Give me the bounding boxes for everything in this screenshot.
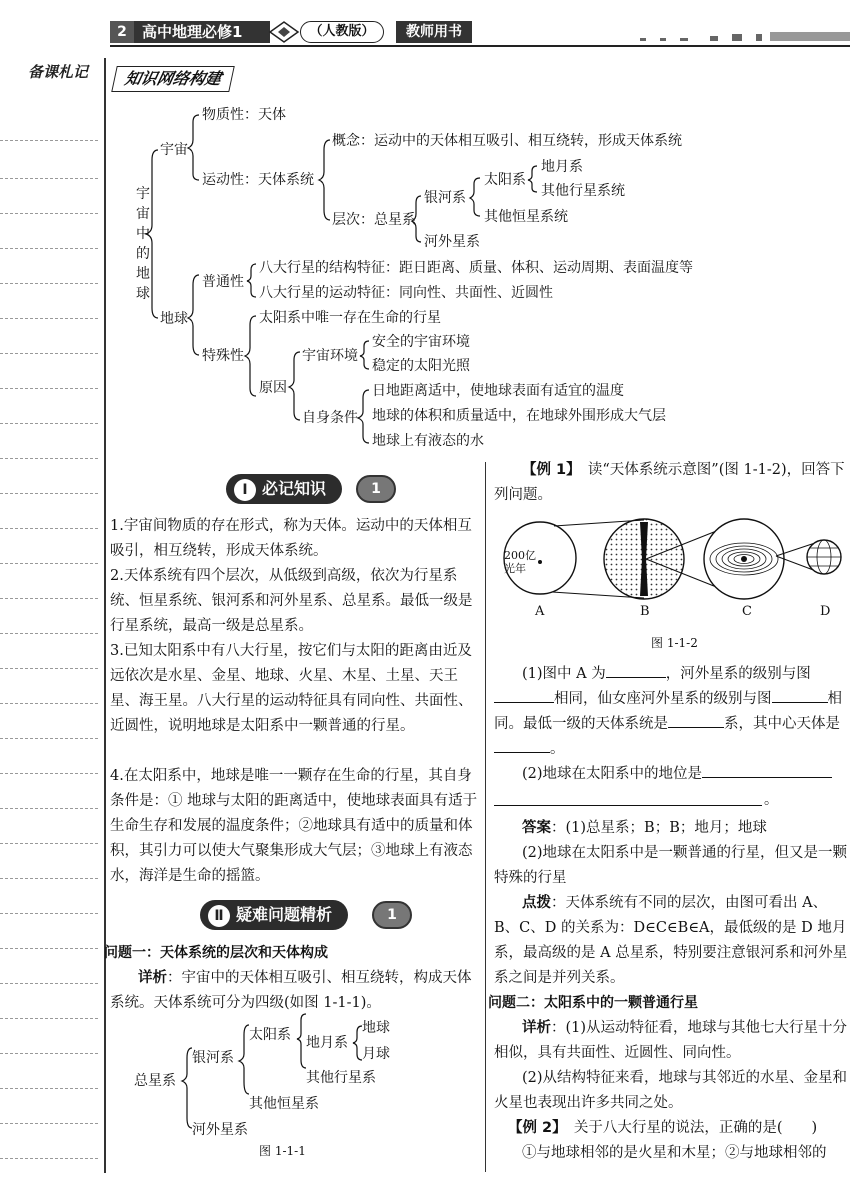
diagram-letter-b: B <box>640 604 650 619</box>
knowledge-item-3: 3.已知太阳系中有八大行星，按它们与太阳的距离由近及远依次是水星、金星、地球、火星、木星、土星、天王星、海王星。八大行星的运动特征具有同向性、共面性、近圆性，说明地球是太阳系中一颗普通的行星。 <box>110 643 473 734</box>
network-universe: 宇宙 <box>160 142 188 158</box>
answer-blank <box>494 687 554 703</box>
q1-part-a: (1)图中 A 为 <box>522 666 606 682</box>
answer-blank <box>606 662 666 678</box>
diagram-letter-d: D <box>820 604 831 619</box>
problem-2-body: ：(1)从运动特征看，地球与其他七大行星十分相似，具有共面性、近圆性、同向性。 <box>494 1020 848 1061</box>
book-title: 高中地理必修1 <box>134 21 270 43</box>
fig1-other-planets: 其他行星系 <box>306 1070 376 1086</box>
answer-blank <box>668 712 724 728</box>
column-divider <box>485 462 486 1172</box>
network-material: 物质性：天体 <box>202 107 286 123</box>
fig1-extragalactic: 河外星系 <box>192 1122 248 1138</box>
diagram-distance-label: 200亿光年 <box>504 549 536 575</box>
answer-label: 答案 <box>522 820 551 836</box>
fig1-solar: 太阳系 <box>249 1027 291 1043</box>
network-solar-system: 太阳系 <box>484 172 526 188</box>
network-safe-env: 安全的宇宙环境 <box>372 334 470 350</box>
network-earth-moon: 地月系 <box>541 159 583 175</box>
network-distance: 日地距离适中，使地球表面有适宜的温度 <box>372 383 624 399</box>
network-title: 知识网络构建 <box>111 66 235 92</box>
example-2 <box>494 1116 850 1141</box>
q2-end: 。 <box>764 792 778 808</box>
fig1-earth: 地球 <box>362 1020 390 1036</box>
problem-1-title: 问题一：天体系统的层次和天体构成 <box>104 945 328 961</box>
network-other-planets: 其他行星系统 <box>541 183 625 199</box>
example-1-question-1 <box>494 662 850 762</box>
diagram-letter-c: C <box>742 604 752 619</box>
answer-text-1: ：(1)总星系；B；B；地月；地球 <box>551 820 767 836</box>
network-cosmic-env: 宇宙环境 <box>302 348 358 364</box>
section-2-title: 疑难问题精析 <box>236 905 333 924</box>
section-1-title: 必记知识 <box>262 479 327 498</box>
teacher-label: 教师用书 <box>396 21 472 43</box>
example-2-label: 【例 2】 <box>508 1120 560 1136</box>
margin-note: 备课札记 <box>28 63 89 81</box>
example-1-question-2 <box>494 762 850 787</box>
tip-text: ：天体系统有不同的层次，由图可看出 A、B、C、D 的关系为：D∈C∈B∈A，最低级的是 D 地月系，最高级的是 A 总星系，特别要注意银河系和河外星系之间是并列关系。 <box>494 895 848 986</box>
network-water: 地球上有液态的水 <box>372 433 484 449</box>
problem-2-label: 详析 <box>522 1020 551 1036</box>
fig1-moon: 月球 <box>362 1046 390 1062</box>
example-1-tip <box>494 891 850 991</box>
network-stable-light: 稳定的太阳光照 <box>372 358 470 374</box>
globe-icon <box>807 540 841 574</box>
answer-blank <box>494 737 550 753</box>
example-2-text: 关于八大行星的说法，正确的是( ) <box>573 1120 818 1136</box>
section-1-num: 1 <box>356 475 396 503</box>
network-galaxy: 银河系 <box>424 190 466 206</box>
answer-blank-line <box>494 805 762 806</box>
network-other-stars: 其他恒星系统 <box>484 209 568 225</box>
network-self-cond: 自身条件 <box>302 410 358 426</box>
knowledge-item-1: 1.宇宙间物质的存在形式，称为天体。运动中的天体相互吸引，相互绕转，形成天体系统。 <box>110 518 472 559</box>
q2-text: (2)地球在太阳系中的地位是 <box>522 766 703 782</box>
network-root: 宇宙中的地球 <box>136 186 150 302</box>
q1-part-b: ，河外星系的级别与图 <box>665 666 811 682</box>
q1-part-f: 。 <box>550 741 565 757</box>
knowledge-item-4: 4.在太阳系中，地球是唯一一颗存在生命的行星，其自身条件是：① 地球与太阳的距离适中，使地球表面具有适于生命生存和发展的温度条件；②地球具有适中的质量和体积，其引力可以使大气聚集形成大气层；③地球上有液态水，海洋是生命的摇篮。 <box>110 768 478 884</box>
answer-text-2: (2)地球在太阳系中是一颗普通的行星，但又是一颗特殊的行星 <box>494 845 848 886</box>
problem-1-label: 详析 <box>138 970 167 986</box>
network-extragalactic: 河外星系 <box>424 234 480 250</box>
network-volume-mass: 地球的体积和质量适中，在地球外围形成大气层 <box>372 408 666 424</box>
q1-part-c: 相同，仙女座河外星系的级别与图 <box>554 691 772 707</box>
fig1-other-stars: 其他恒星系 <box>249 1096 319 1112</box>
q1-part-e: 系，其中心天体是 <box>724 716 840 732</box>
problem-2-text-2: (2)从结构特征来看，地球与其邻近的水星、金星和火星也表现出许多共同之处。 <box>494 1070 848 1111</box>
network-commonality: 普通性 <box>202 274 244 290</box>
example-1-answer <box>494 816 850 841</box>
problem-1-body: ：宇宙中的天体相互吸引、相互绕转，构成天体系统。天体系统可分为四级(如图 1-1-1)。 <box>110 970 472 1011</box>
answer-blank <box>702 762 832 778</box>
example-1-intro <box>494 458 850 508</box>
fig1-earth-moon: 地月系 <box>306 1035 348 1051</box>
network-earth: 地球 <box>160 311 188 327</box>
network-reason: 原因 <box>259 380 287 396</box>
example-1-intro-text: 读“天体系统示意图”(图 1-1-2)，回答下列问题。 <box>494 462 845 503</box>
tip-label: 点拨 <box>522 895 551 911</box>
q1-part-d: 相同。最低一级的天体系统是 <box>494 691 842 732</box>
network-specialty: 特殊性 <box>202 348 244 364</box>
fig1-galaxy: 银河系 <box>192 1050 234 1066</box>
example-1-label: 【例 1】 <box>522 462 574 478</box>
fig1-caption: 图 1-1-1 <box>259 1144 306 1158</box>
problem-2-title: 问题二：太阳系中的一颗普通行星 <box>488 995 698 1011</box>
diagram-letter-a: A <box>535 604 545 619</box>
network-concept: 概念：运动中的天体相互吸引、相互绕转，形成天体系统 <box>332 133 682 149</box>
fig2-caption: 图 1-1-2 <box>651 636 698 650</box>
problem-2-text-1 <box>494 1016 850 1066</box>
knowledge-item-2: 2.天体系统有四个层次，从低级到高级，依次为行星系统、恒星系统、银河系和河外星系、总星系。最低一级是行星系统，最高一级是总星系。 <box>110 568 473 634</box>
network-only-life: 太阳系中唯一存在生命的行星 <box>259 310 441 326</box>
page-number: 2 <box>110 21 134 43</box>
network-movement: 八大行星的运动特征：同向性、共面性、近圆性 <box>259 285 553 301</box>
answer-blank <box>772 687 828 703</box>
section-2-roman: Ⅱ <box>208 905 230 927</box>
network-levels: 层次：总星系 <box>332 212 416 228</box>
edition-label: （人教版） <box>300 21 384 43</box>
section-2-num: 1 <box>372 901 412 929</box>
figure-1-1-2 <box>494 512 850 604</box>
fig1-total: 总星系 <box>134 1073 176 1089</box>
network-structure: 八大行星的结构特征：距日距离、质量、体积、运动周期、表面温度等 <box>259 260 693 276</box>
network-motion: 运动性：天体系统 <box>202 172 314 188</box>
section-1-roman: Ⅰ <box>234 479 256 501</box>
example-2-option: ①与地球相邻的是火星和木星；②与地球相邻的 <box>522 1145 827 1161</box>
